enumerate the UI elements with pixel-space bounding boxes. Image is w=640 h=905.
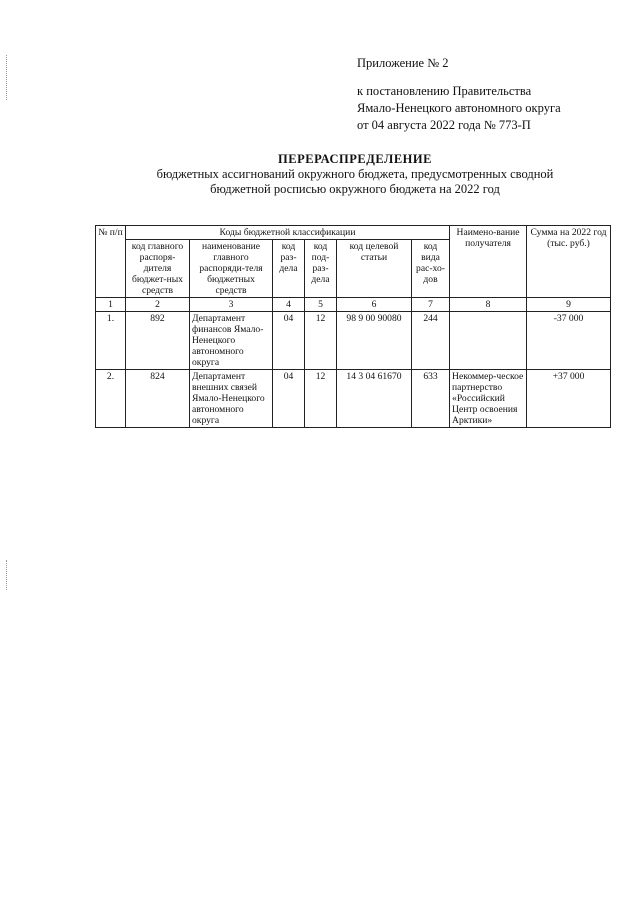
header-code-main: код главного распоря-дителя бюджет-ных средств bbox=[126, 240, 190, 298]
table-row bbox=[96, 312, 611, 370]
row-code-main: 892 bbox=[126, 312, 190, 370]
title-subline: бюджетных ассигнований окружного бюджета, предусмотренных сводной bbox=[156, 167, 554, 181]
row-section: 04 bbox=[273, 312, 305, 370]
row-name-main: Департамент финансов Ямало-Ненецкого автономного округа bbox=[190, 312, 273, 370]
row-target: 98 9 00 90080 bbox=[337, 312, 412, 370]
row-sum: +37 000 bbox=[527, 370, 611, 428]
scan-edge-marks bbox=[6, 560, 9, 590]
header-code-target: код целевой статьи bbox=[337, 240, 412, 298]
header-code-expense: код вида рас-хо-дов bbox=[412, 240, 450, 298]
title-main: ПЕРЕРАСПРЕДЕЛЕНИЕ bbox=[278, 152, 432, 166]
row-subsection: 12 bbox=[305, 312, 337, 370]
header-name-main: наименование главного распоряди-теля бюджетных средств bbox=[190, 240, 273, 298]
col-number: 3 bbox=[190, 298, 273, 312]
header-code-section: код раз-дела bbox=[273, 240, 305, 298]
col-number: 1 bbox=[96, 298, 126, 312]
row-expense: 244 bbox=[412, 312, 450, 370]
appendix-ref-line: Ямало-Ненецкого автономного округа bbox=[357, 101, 561, 115]
header-num: № п/п bbox=[96, 226, 126, 298]
row-recipient: Некоммер-ческое партнерство «Российский Центр освоения Арктики» bbox=[450, 370, 527, 428]
redistribution-table bbox=[95, 225, 611, 428]
header-code-subsection: код под-раз-дела bbox=[305, 240, 337, 298]
title-subline: бюджетной росписью окружного бюджета на 2022 год bbox=[210, 182, 500, 196]
col-number: 8 bbox=[450, 298, 527, 312]
row-target: 14 3 04 61670 bbox=[337, 370, 412, 428]
row-subsection: 12 bbox=[305, 370, 337, 428]
header-codes-group: Коды бюджетной классификации bbox=[126, 226, 450, 240]
appendix-block bbox=[357, 55, 561, 134]
document-title bbox=[95, 152, 615, 197]
col-number: 4 bbox=[273, 298, 305, 312]
row-sum: -37 000 bbox=[527, 312, 611, 370]
col-number: 6 bbox=[337, 298, 412, 312]
table-row bbox=[96, 370, 611, 428]
col-number: 5 bbox=[305, 298, 337, 312]
row-expense: 633 bbox=[412, 370, 450, 428]
row-num: 2. bbox=[96, 370, 126, 428]
appendix-ref-line: к постановлению Правительства bbox=[357, 84, 532, 98]
header-sum: Сумма на 2022 год (тыс. руб.) bbox=[527, 226, 611, 298]
header-row bbox=[96, 226, 611, 240]
column-number-row bbox=[96, 298, 611, 312]
row-recipient bbox=[450, 312, 527, 370]
row-section: 04 bbox=[273, 370, 305, 428]
row-num: 1. bbox=[96, 312, 126, 370]
col-number: 7 bbox=[412, 298, 450, 312]
scan-edge-marks bbox=[6, 55, 9, 100]
row-name-main: Департамент внешних связей Ямало-Ненецкого автономного округа bbox=[190, 370, 273, 428]
appendix-date-line: от 04 августа 2022 года № 773-П bbox=[357, 118, 531, 132]
header-recipient: Наимено-вание получателя bbox=[450, 226, 527, 298]
appendix-number: Приложение № 2 bbox=[357, 56, 449, 70]
row-code-main: 824 bbox=[126, 370, 190, 428]
col-number: 9 bbox=[527, 298, 611, 312]
col-number: 2 bbox=[126, 298, 190, 312]
